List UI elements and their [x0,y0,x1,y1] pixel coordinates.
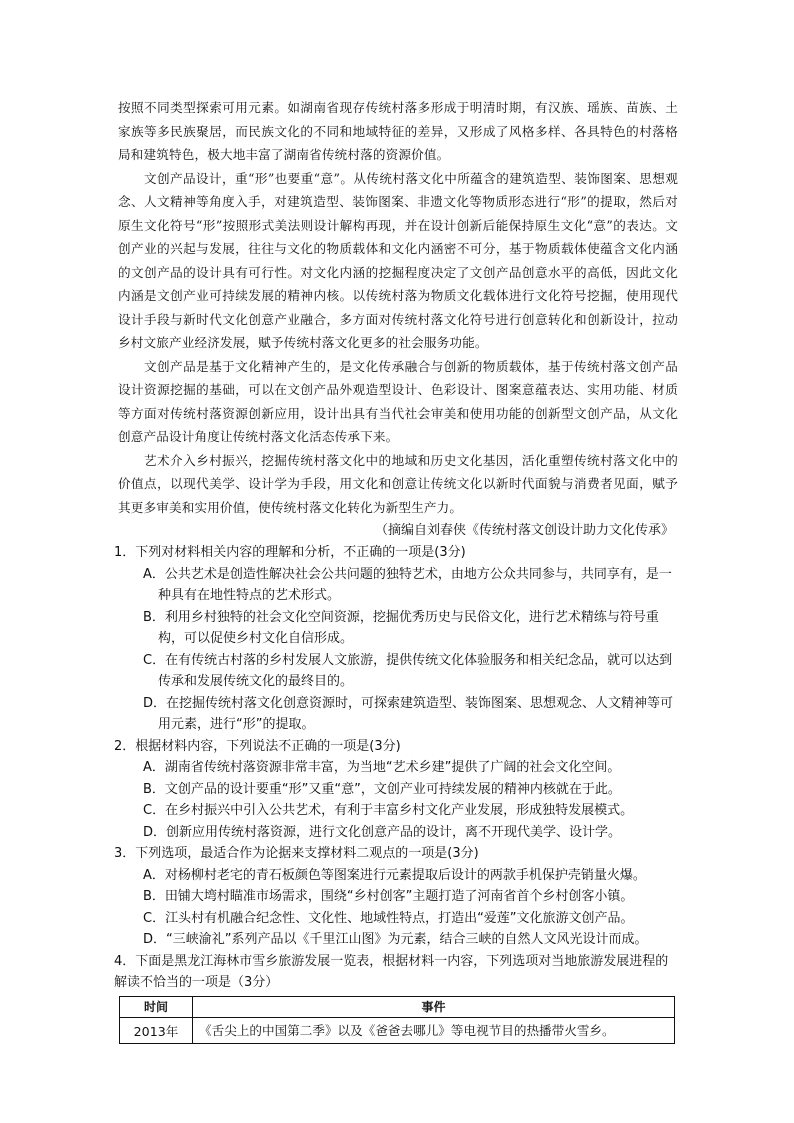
question-3 [114,843,678,951]
question-stem: 3．下列选项，最适合作为论据来支撑材料二观点的一项是(3分) [114,846,479,861]
option-d[interactable]: D．创新应用传统村落资源，进行文化创意产品的设计，离不开现代美学、设计学。 [143,824,622,840]
cell-time: 2013年 [120,1017,193,1043]
passage-source: （摘编自刘春侠《传统村落文创设计助力文化传承》 [374,523,674,538]
option-list [114,564,678,736]
column-header-time: 时间 [120,996,193,1017]
option-c[interactable]: C．在乡村振兴中引入公共艺术，有利于丰富乡村文化产业发展，形成独特发展模式。 [143,803,634,818]
option-d[interactable]: D．在挖掘传统村落文化创意资源时，可探索建筑造型、装饰图案、思想观念、人文精神等可用元素，进行“形”的提取。 [143,695,674,732]
table-row [120,1017,675,1043]
question-1 [114,542,678,736]
question-4 [114,951,678,994]
passage-paragraph: 文创产品设计，重“形”也要重“意”。从传统村落文化中所蕴含的建筑造型、装饰图案、思想观念、人文精神等角度入手，对建筑造型、装饰图案、非遗文化等物质形态进行“形”的提取，然后对原生文化符号“形”按照形式美法则设计解构再现，并在设计创新后能保持原生文化“意”的表达。文创产业的兴起与发展，往往与文化的物质载体和文化内涵密不可分，基于物质载体使蕴含文化内涵的文创产品的设计具有可行性。对文化内涵的挖掘程度决定了文创产品创意水平的高低，因此文化内涵是文创产业可持续发展的精神内核。以传统村落为物质文化载体进行文化符号挖掘，使用现代设计手段与新时代文化创意产业融合，多方面对传统村落文化符号进行创意转化和创新设计，拉动乡村文旅产业经济发展，赋予传统村落文化更多的社会服务功能。 [118,170,678,350]
option-a[interactable]: A．对杨柳村老宅的青石板颜色等图案进行元素提取后设计的两款手机保护壳销量火爆。 [143,867,646,883]
passage-paragraph: 文创产品是基于文化精神产生的，是文化传承融合与创新的物质载体，基于传统村落文创产品设计资源挖掘的基础，可以在文创产品外观造型设计、色彩设计、图案意蕴表达、实用功能、材质等方面对传统村落资源创新应用，设计出具有当代社会审美和使用功能的创新型文创产品，从文化创意产品设计角度让传统村落文化活态传承下来。 [118,358,678,444]
option-b[interactable]: B．利用乡村独特的社会文化空间资源，挖掘优秀历史与民俗文化，进行艺术精练与符号重构，可以促使乡村文化自信形成。 [143,609,659,646]
option-list [114,865,678,951]
column-header-event: 事件 [193,996,675,1017]
option-b[interactable]: B．田铺大塆村瞄准市场需求，围绕“乡村创客”主题打造了河南省首个乡村创客小镇。 [143,889,634,904]
option-c[interactable]: C．在有传统古村落的乡村发展人文旅游，提供传统文化体验服务和相关纪念品，就可以达到传承和发展传统文化的最终目的。 [143,652,673,689]
tourism-timeline-table [119,996,675,1044]
option-list [114,757,678,843]
exam-page [114,96,678,1044]
option-d[interactable]: D．“三峡渝礼”系列产品以《千里江山图》为元素，结合三峡的自然人文风光设计而成。 [143,932,648,947]
option-a[interactable]: A．公共艺术是创造性解决社会公共问题的独特艺术，由地方公众共同参与，共同享有，是一种具有在地性特点的艺术形式。 [143,566,672,603]
option-a[interactable]: A．湖南省传统村落资源非常丰富，为当地“艺术乡建”提供了广阔的社会文化空间。 [143,760,621,775]
option-b[interactable]: B．文创产品的设计要重“形”又重“意”，文创产业可持续发展的精神内核就在于此。 [143,781,621,797]
question-stem: 1．下列对材料相关内容的理解和分析，不正确的一项是(3分) [114,545,466,560]
cell-event: 《舌尖上的中国第二季》以及《爸爸去哪儿》等电视节目的热播带火雪乡。 [193,1017,675,1043]
question-stem: 4．下面是黑龙江海林市雪乡旅游发展一览表，根据材料一内容，下列选项对当地旅游发展进程的解读不恰当的一项是（3分） [114,953,669,990]
table-header-row [120,996,675,1017]
option-c[interactable]: C．江头村有机融合纪念性、文化性、地域性特点，打造出“爱莲”文化旅游文创产品。 [143,910,634,926]
question-stem: 2．根据材料内容，下列说法不正确的一项是(3分) [114,738,401,754]
passage-paragraph: 按照不同类型探索可用元素。如湖南省现存传统村落多形成于明清时期，有汉族、瑶族、苗族、土家族等多民族聚居，而民族文化的不同和地域特征的差异，又形成了风格多样、各具特色的村落格局和建筑特色，极大地丰富了湖南省传统村落的资源价值。 [118,100,678,162]
question-2 [114,736,678,844]
passage-paragraph: 艺术介入乡村振兴，挖掘传统村落文化中的地域和历史文化基因，活化重塑传统村落文化中的价值点，以现代美学、设计学为手段，用文化和创意让传统文化以新时代面貌与消费者见面，赋予其更多审美和实用价值，使传统村落文化转化为新型生产力。 [118,452,678,515]
